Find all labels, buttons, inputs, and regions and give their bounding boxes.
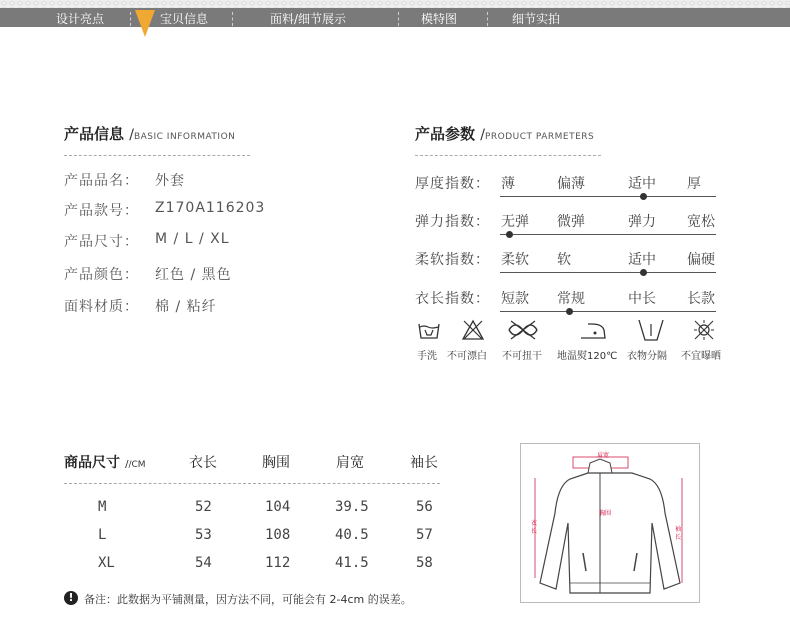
nav-tab-details[interactable]: 细节实拍 (512, 12, 561, 26)
size-table-unit: /CM (128, 460, 146, 470)
table-cell: 112 (265, 555, 291, 571)
note-text: 备注：此数据为平铺测量，因方法不同，可能会有 2-4cm 的误差。 (84, 593, 412, 606)
care-label: 衣物分隔 (627, 351, 667, 362)
low-iron-icon (578, 318, 608, 342)
table-cell: 52 (195, 499, 212, 515)
no-wring-icon (505, 318, 541, 342)
nav-separator (130, 12, 131, 26)
param-option: 柔软 (501, 252, 529, 268)
shoulder-label: 肩宽 (597, 452, 610, 459)
param-label: 弹力指数： (415, 214, 490, 230)
size-cell: M (98, 499, 107, 515)
info-value: 红色 / 黑色 (155, 267, 232, 283)
params-subtitle: PRODUCT PARMETERS (484, 132, 595, 142)
param-scale (500, 311, 716, 312)
nav-tab-fabric[interactable]: 面料/细节展示 (270, 12, 347, 26)
info-label: 面料材质： (64, 299, 139, 315)
care-label: 地温熨120℃ (557, 351, 618, 362)
param-option: 宽松 (687, 214, 715, 230)
info-label: 产品颜色： (64, 267, 139, 283)
param-option: 中长 (628, 291, 656, 307)
divider (415, 155, 601, 156)
care-label: 不可扭干 (502, 351, 542, 362)
chest-label: 胸围 (599, 510, 612, 517)
param-indicator-dot (640, 269, 647, 276)
table-cell: 54 (195, 555, 212, 571)
no-sun-icon (692, 318, 716, 342)
size-cell: XL (98, 555, 115, 571)
params-title: 产品参数 (415, 125, 476, 143)
nav-separator (232, 12, 233, 26)
table-cell: 58 (416, 555, 433, 571)
param-option: 微弹 (557, 214, 585, 230)
param-option: 无弹 (501, 214, 529, 230)
param-scale (500, 234, 716, 235)
care-label: 手洗 (417, 351, 437, 362)
sleeve-label: 袖长 (675, 526, 682, 541)
hand-wash-icon (417, 318, 441, 342)
divider (64, 155, 250, 156)
param-label: 柔软指数： (415, 252, 490, 268)
table-cell: 39.5 (335, 499, 369, 515)
table-cell: 108 (265, 527, 291, 543)
param-option: 长款 (687, 291, 715, 307)
info-value: 棉 / 粘纤 (155, 299, 217, 315)
info-heading: 产品信息 /BASIC INFORMATION (64, 125, 236, 143)
info-value: 外套 (155, 173, 185, 189)
info-value: M / L / XL (155, 231, 230, 247)
care-label: 不宜曝晒 (681, 351, 721, 362)
nav-pattern (0, 0, 790, 8)
size-table-heading: 商品尺寸 //CM (64, 455, 146, 471)
param-option: 软 (557, 252, 571, 268)
param-option: 短款 (501, 291, 529, 307)
length-label: 衣长 (531, 520, 538, 535)
table-cell: 40.5 (335, 527, 369, 543)
divider (64, 483, 440, 484)
table-cell: 104 (265, 499, 291, 515)
param-label: 衣长指数： (415, 291, 490, 307)
param-indicator-dot (640, 193, 647, 200)
info-label: 产品款号： (64, 203, 139, 219)
nav-tab-info[interactable]: 宝贝信息 (160, 12, 209, 26)
nav-separator (487, 12, 488, 26)
param-indicator-dot (566, 308, 573, 315)
param-option: 适中 (628, 252, 656, 268)
info-subtitle: BASIC INFORMATION (133, 132, 236, 142)
param-label: 厚度指数： (415, 176, 490, 192)
param-indicator-dot (506, 231, 513, 238)
jacket-diagram (520, 443, 700, 603)
param-scale (500, 196, 716, 197)
params-heading: 产品参数 /PRODUCT PARMETERS (415, 125, 595, 143)
nav-tab-model[interactable]: 模特图 (421, 12, 458, 26)
nav-tab-design[interactable]: 设计亮点 (56, 12, 105, 26)
nav-active-arrow-icon (135, 10, 155, 37)
param-option: 偏硬 (687, 252, 715, 268)
column-header: 衣长 (189, 455, 217, 471)
nav-separator (398, 12, 399, 26)
info-label: 产品品名： (64, 173, 139, 189)
param-option: 适中 (628, 176, 656, 192)
column-header: 胸围 (262, 455, 290, 471)
table-cell: 56 (416, 499, 433, 515)
separate-wash-icon (636, 318, 666, 342)
column-header: 袖长 (410, 455, 438, 471)
warning-icon: ! (64, 591, 78, 605)
info-title: 产品信息 (64, 125, 125, 143)
info-label: 产品尺寸： (64, 234, 139, 250)
param-scale (500, 272, 716, 273)
care-label: 不可漂白 (447, 351, 487, 362)
param-option: 薄 (501, 176, 515, 192)
table-cell: 57 (416, 527, 433, 543)
param-option: 偏薄 (557, 176, 585, 192)
size-table-title: 商品尺寸 (64, 455, 120, 471)
table-cell: 53 (195, 527, 212, 543)
column-header: 肩宽 (336, 455, 364, 471)
size-cell: L (98, 527, 107, 543)
param-option: 厚 (687, 176, 701, 192)
param-option: 常规 (557, 291, 585, 307)
info-value: Z170A116203 (155, 200, 266, 216)
param-option: 弹力 (628, 214, 656, 230)
no-bleach-icon (461, 318, 485, 342)
table-cell: 41.5 (335, 555, 369, 571)
